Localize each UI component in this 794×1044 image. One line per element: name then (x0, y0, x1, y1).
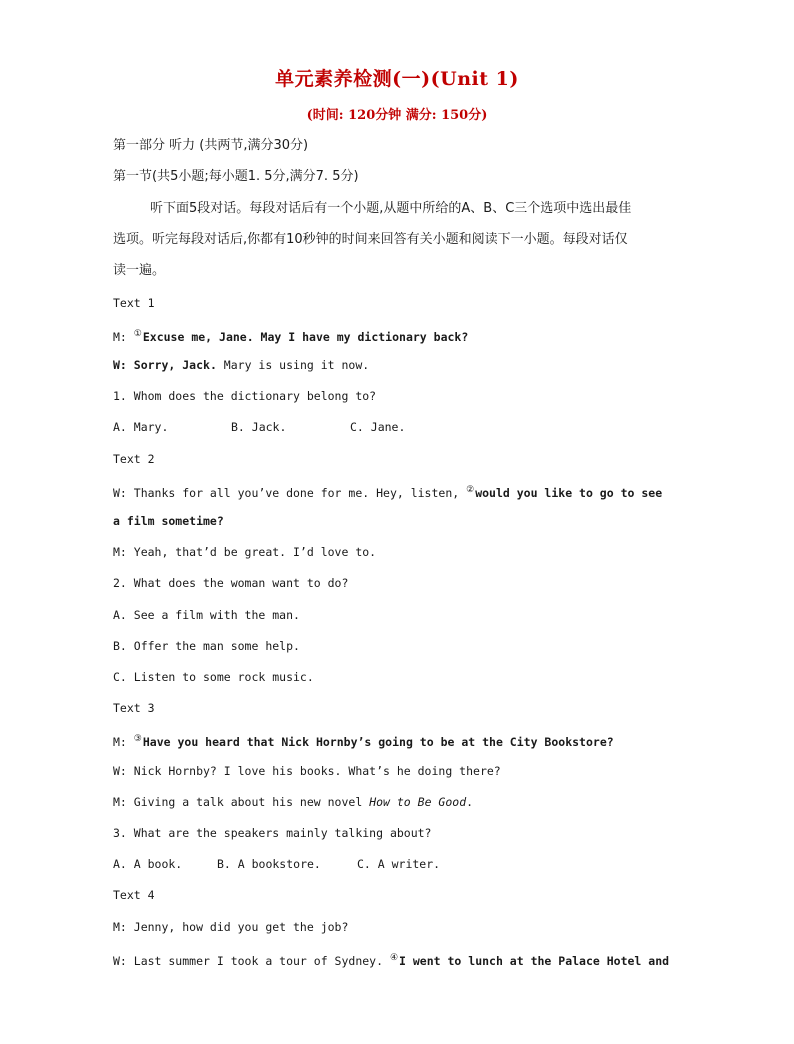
option-a: A. See a film with the man. (113, 608, 300, 622)
circled-number: ④ (389, 953, 399, 963)
speaker-label: W: (113, 358, 134, 372)
text3-man-line-2 (113, 794, 473, 810)
option-b: B. Jack. (231, 420, 287, 434)
text3-woman-line: W: Nick Hornby? I love his books. What’s he doing there? (113, 764, 501, 778)
speaker-label: M: (113, 734, 134, 749)
page-title: 单元素养检测(一)(Unit 1) (275, 68, 519, 90)
circled-number: ③ (133, 734, 142, 744)
text4-woman-line (113, 950, 669, 969)
dialogue-text: Mary is using it now. (216, 358, 370, 372)
novel-title: How to Be Good (369, 795, 467, 809)
part1-heading: 第一部分 听力 (共两节,满分30分) (113, 138, 309, 153)
text2-woman-line-cont: a film sometime? (113, 514, 224, 528)
text2-man-line: M: Yeah, that’d be great. I’d love to. (113, 545, 377, 559)
option-c: C. Jane. (350, 420, 406, 434)
highlighted-sentence: Excuse me, Jane. May I have my dictionary back? (142, 329, 469, 344)
text2-label: Text 2 (113, 452, 155, 466)
question-2: 2. What does the woman want to do? (113, 576, 349, 590)
text4-man-line: M: Jenny, how did you get the job? (113, 920, 349, 934)
question-1: 1. Whom does the dictionary belong to? (113, 389, 377, 403)
page-subtitle: (时间: 120分钟 满分: 150分) (306, 108, 488, 123)
highlighted-sentence: Sorry, Jack. (133, 358, 217, 372)
instructions-line-2: 选项。听完每段对话后,你都有10秒钟的时间来回答有关小题和阅读下一小题。每段对话仅 (113, 232, 628, 247)
dialogue-text: W: Thanks for all you’ve done for me. Hey, listen, (113, 485, 467, 500)
option-c: C. A writer. (357, 857, 441, 871)
dialogue-text: . (466, 795, 474, 809)
text3-man-line (113, 731, 614, 750)
question-1-options (113, 419, 405, 435)
highlighted-sentence: I went to lunch at the Palace Hotel and (399, 953, 670, 968)
option-a: A. A book. (113, 857, 183, 871)
dialogue-text: M: Giving a talk about his new novel (113, 795, 370, 809)
instructions-line-3: 读一遍。 (113, 263, 166, 278)
section1-heading: 第一节(共5小题;每小题1. 5分,满分7. 5分) (113, 169, 359, 184)
circled-number: ① (133, 329, 142, 339)
option-b: B. A bookstore. (217, 857, 321, 871)
option-a: A. Mary. (113, 420, 169, 434)
highlighted-sentence: Have you heard that Nick Hornby’s going to be at the City Bookstore? (142, 734, 614, 749)
highlighted-sentence: would you like to go to see (475, 485, 663, 500)
text1-man-line (113, 326, 468, 345)
question-3-options (113, 856, 440, 872)
instructions-line-1: 听下面5段对话。每段对话后有一个小题,从题中所给的A、B、C三个选项中选出最佳 (150, 201, 632, 216)
question-3: 3. What are the speakers mainly talking about? (113, 826, 432, 840)
circled-number: ② (466, 485, 475, 495)
speaker-label: M: (113, 329, 134, 344)
text1-label: Text 1 (113, 296, 155, 310)
text4-label: Text 4 (113, 888, 155, 902)
text2-woman-line (113, 482, 662, 501)
text1-woman-line (113, 357, 369, 373)
text3-label: Text 3 (113, 701, 155, 715)
option-b: B. Offer the man some help. (113, 639, 300, 653)
dialogue-text: W: Last summer I took a tour of Sydney. (113, 953, 390, 968)
option-c: C. Listen to some rock music. (113, 670, 314, 684)
